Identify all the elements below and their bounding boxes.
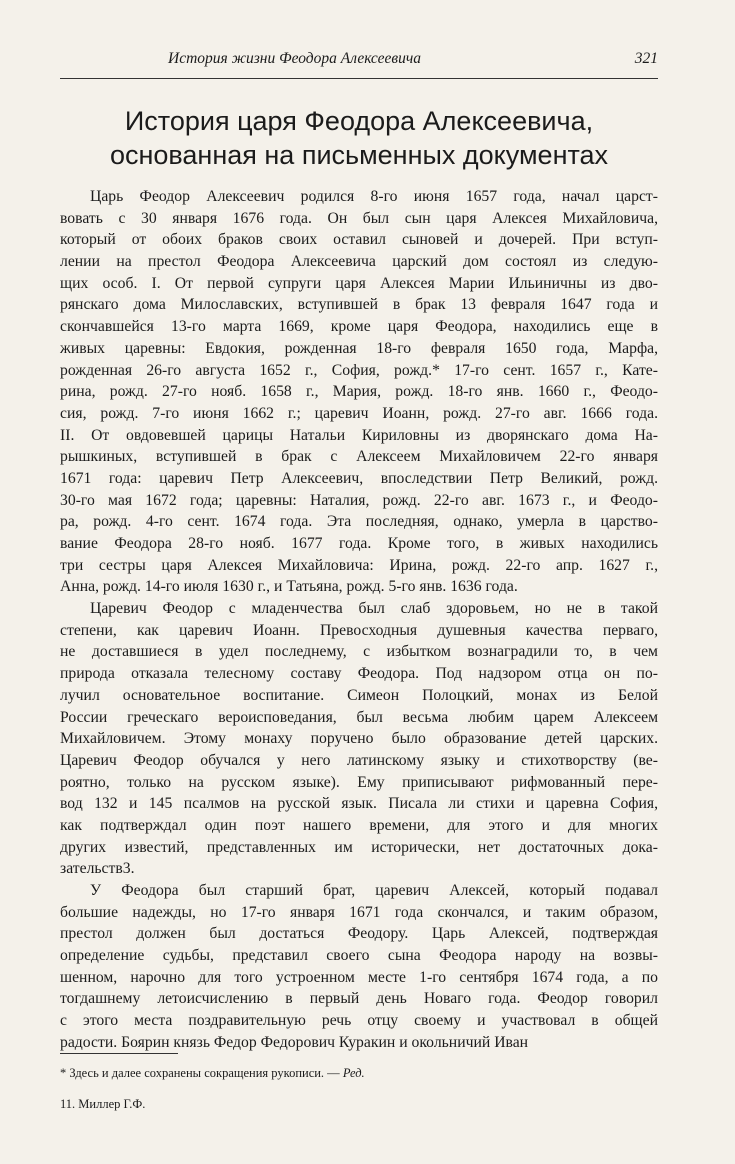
body-line: природа отказала телесному составу Феодора. Под надзором отца он по- xyxy=(60,665,658,683)
body-line: степени, как царевич Иоанн. Превосходныя душевныя качества перваго, xyxy=(60,621,658,639)
body-line: шенном, нарочно для того устроенном месте 1-го сентября 1674 года, а по xyxy=(60,968,658,986)
body-line: Анна, рожд. 14-го июля 1630 г., и Татьяна, рожд. 5-го янв. 1636 года. xyxy=(60,578,518,596)
body-line: лении на престол Феодора Алексеевича царский дом состоял из следую- xyxy=(60,253,658,271)
body-line: радости. Боярин князь Федор Федорович Куракин и окольничий Иван xyxy=(60,1033,529,1051)
body-line: вовать с 30 января 1676 года. Он был сын царя Алексея Михайловича, xyxy=(60,209,658,227)
footnote-rule xyxy=(60,1053,178,1054)
body-line: 30-го мая 1672 года; царевны: Наталия, рожд. 22-го авг. 1673 г., и Феодо- xyxy=(60,491,658,509)
running-head xyxy=(168,50,658,68)
header-rule xyxy=(60,78,658,79)
running-title: История жизни Феодора Алексеевича xyxy=(168,50,421,67)
body-line: живых царевны: Евдокия, рожденная 18-го февраля 1650 года, Марфа, xyxy=(60,339,658,357)
body-line: как подтверждал один поэт нашего времени, для этого и для многих xyxy=(60,816,658,834)
footnote-editor-mark: Ред. xyxy=(342,1066,365,1080)
body-line: с этого места поздравительную речь отцу своему и участвовал в общей xyxy=(60,1012,658,1030)
body-line: Царевич Феодор с младенчества был слаб здоровьем, но не в такой xyxy=(90,600,658,618)
body-line: большие надежды, но 17-го января 1671 года скончался, и таким образом, xyxy=(60,903,658,921)
footnote xyxy=(60,1066,658,1081)
body-line: роятно, только на русском языке). Ему приписывают рифмованный пере- xyxy=(60,773,658,791)
body-line: рина, рожд. 27-го нояб. 1658 г., Мария, рожд. 18-го янв. 1660 г., Феодо- xyxy=(60,383,658,401)
body-text xyxy=(60,186,658,1054)
body-line: Царь Феодор Алексеевич родился 8-го июня 1657 года, начал царст- xyxy=(90,188,658,205)
body-line: скончавшейся 13-го марта 1669, кроме царя Феодора, находились еще в xyxy=(60,318,658,336)
chapter-title-line-1: История царя Феодора Алексеевича, xyxy=(124,106,594,136)
body-line: рышкиных, вступившей в брак с Алексеем Михайловичем 22-го января xyxy=(60,448,658,466)
body-line: зательств3. xyxy=(60,860,135,878)
body-line: России греческаго вероисповедания, был весьма любим царем Алексеем xyxy=(60,708,658,726)
body-line: щих особ. I. От первой супруги царя Алексея Марии Ильиничны из дво- xyxy=(60,274,658,292)
body-line: определение судьбы, представил своего сына Феодора народу на возвы- xyxy=(60,947,658,965)
body-line: лучил основательное воспитание. Симеон Полоцкий, монах из Белой xyxy=(60,686,658,704)
body-line: вод 132 и 145 псалмов на русской язык. Писала ли стихи и царевна София, xyxy=(60,795,658,813)
body-line: II. От овдовевшей царицы Натальи Кириловны из дворянскаго дома На- xyxy=(60,426,658,444)
body-line: рожденная 26-го августа 1652 г., София, рожд.* 17-го сент. 1657 г., Катe- xyxy=(60,361,658,379)
body-line: рянскаго дома Милославских, вступившей в брак 13 февраля 1647 года и xyxy=(60,296,658,314)
body-line: престол должен был достаться Феодору. Царь Алексей, подтверждая xyxy=(60,925,658,943)
body-line: вание Феодора 28-го нояб. 1677 года. Кроме того, в живых находились xyxy=(60,535,658,552)
body-line: сия, рожд. 7-го июня 1662 г.; царевич Иоанн, рожд. 27-го авг. 1666 года. xyxy=(60,404,658,422)
body-line: три сестры царя Алексея Михайловича: Ирина, рожд. 22-го апр. 1627 г., xyxy=(60,556,658,574)
body-line: который от обоих браков своих оставил сыновей и дочерей. При вступ- xyxy=(60,231,658,249)
body-line: Царевич Феодор обучался у него латинскому языку и стихотворству (ве- xyxy=(60,751,658,769)
body-line: У Феодора был старший брат, царевич Алексей, который подавал xyxy=(90,882,658,899)
body-line: 1671 года: царевич Петр Алексеевич, впоследствии Петр Великий, рожд. xyxy=(60,469,658,487)
body-line: других известий, представленных им исторически, нет достаточных дока- xyxy=(60,838,658,856)
page-number: 321 xyxy=(634,50,658,67)
body-line: не доставшиеся в удел последнему, с избытком вознаградили то, в чем xyxy=(60,643,658,661)
body-line: тогдашнему летоисчислению в первый день Новаго года. Феодор говорил xyxy=(60,990,658,1008)
footnote-text: * Здесь и далее сохранены сокращения рукописи. — xyxy=(60,1066,343,1080)
chapter-title-line-2: основанная на письменных документах xyxy=(109,140,609,170)
signature-line: 11. Миллер Г.Ф. xyxy=(60,1097,146,1111)
body-line: Михайловичем. Этому монаху поручено было образование детей царских. xyxy=(60,730,658,748)
body-line: ра, рожд. 4-го сент. 1674 года. Эта последняя, однако, умерла в царство- xyxy=(60,513,658,531)
chapter-title xyxy=(60,104,658,172)
